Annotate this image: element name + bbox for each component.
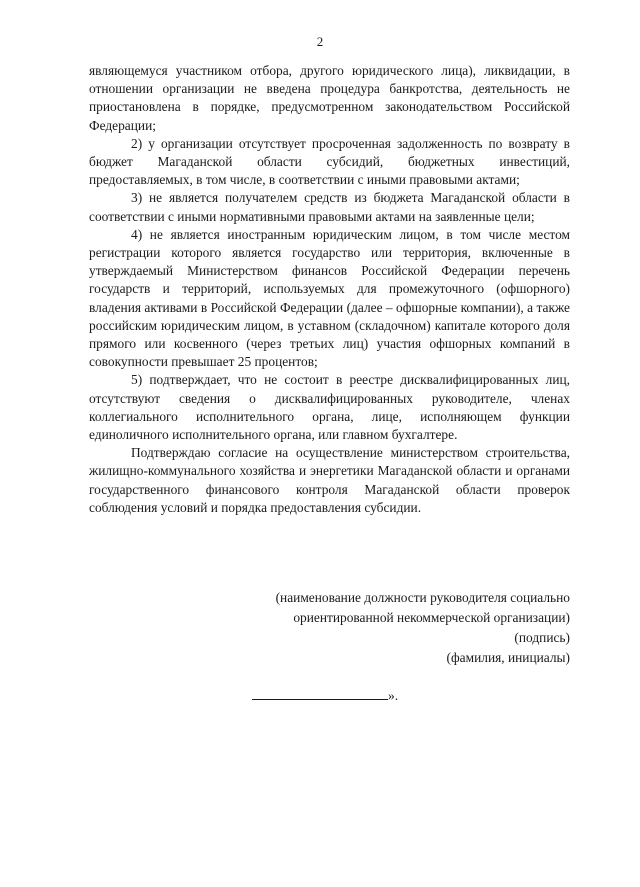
- position-label-line-2: ориентированной некоммерческой организации): [293, 610, 570, 625]
- closing-line: [252, 687, 398, 705]
- document-body: [89, 62, 570, 517]
- paragraph-item-4: 4) не является иностранным юридическим лицом, в том числе местом регистрации которого является государство или территория, включенные в утверждаемый Министерством финансов Российской Федерации перечень государств и территорий, используемых для промежуточного (офшорного) владения активами в Российской Федерации (далее – офшорные компании), а также российским юридическим лицом, в уставном (складочном) капитале которого доля прямого или косвенного (через третьих лиц) участия офшорных компаний в совокупности превышает 25 процентов;: [89, 226, 570, 370]
- name-label: (фамилия, инициалы): [446, 650, 570, 665]
- position-label-line-1: (наименование должности руководителя социально: [275, 590, 570, 605]
- paragraph-item-5: 5) подтверждает, что не состоит в реестре дисквалифицированных лиц, отсутствуют сведения о дисквалифицированных руководителе, членах коллегиального исполнительного органа, лице, исполняющем функции единоличного исполнительного органа, или главном бухгалтере.: [89, 372, 570, 443]
- closing-quote: ».: [388, 688, 399, 703]
- signature-label: (подпись): [514, 630, 570, 645]
- signature-block: [150, 588, 570, 668]
- paragraph-item-3: 3) не является получателем средств из бюджета Магаданской области в соответствии с иными нормативными правовыми актами на заявленные цели;: [89, 190, 570, 224]
- page-number: 2: [316, 34, 324, 49]
- date-blank-line: [252, 687, 388, 700]
- paragraph-consent: Подтверждаю согласие на осуществление министерством строительства, жилищно-коммунального хозяйства и энергетики Магаданской области и органами государственного финансового контроля Магаданской области проверок соблюдения условий и порядка предоставления субсидии.: [89, 445, 570, 515]
- paragraph-item-2: 2) у организации отсутствует просроченная задолженность по возврату в бюджет Магаданской области субсидий, бюджетных инвестиций, предоставляемых, в том числе, в соответствии с иными правовыми актами;: [89, 135, 570, 188]
- paragraph-1: являющемуся участником отбора, другого юридического лица), ликвидации, в отношении организации не введена процедура банкротства, деятельность не приостановлена в порядке, предусмотренном законодательством Российской Федерации;: [89, 63, 570, 133]
